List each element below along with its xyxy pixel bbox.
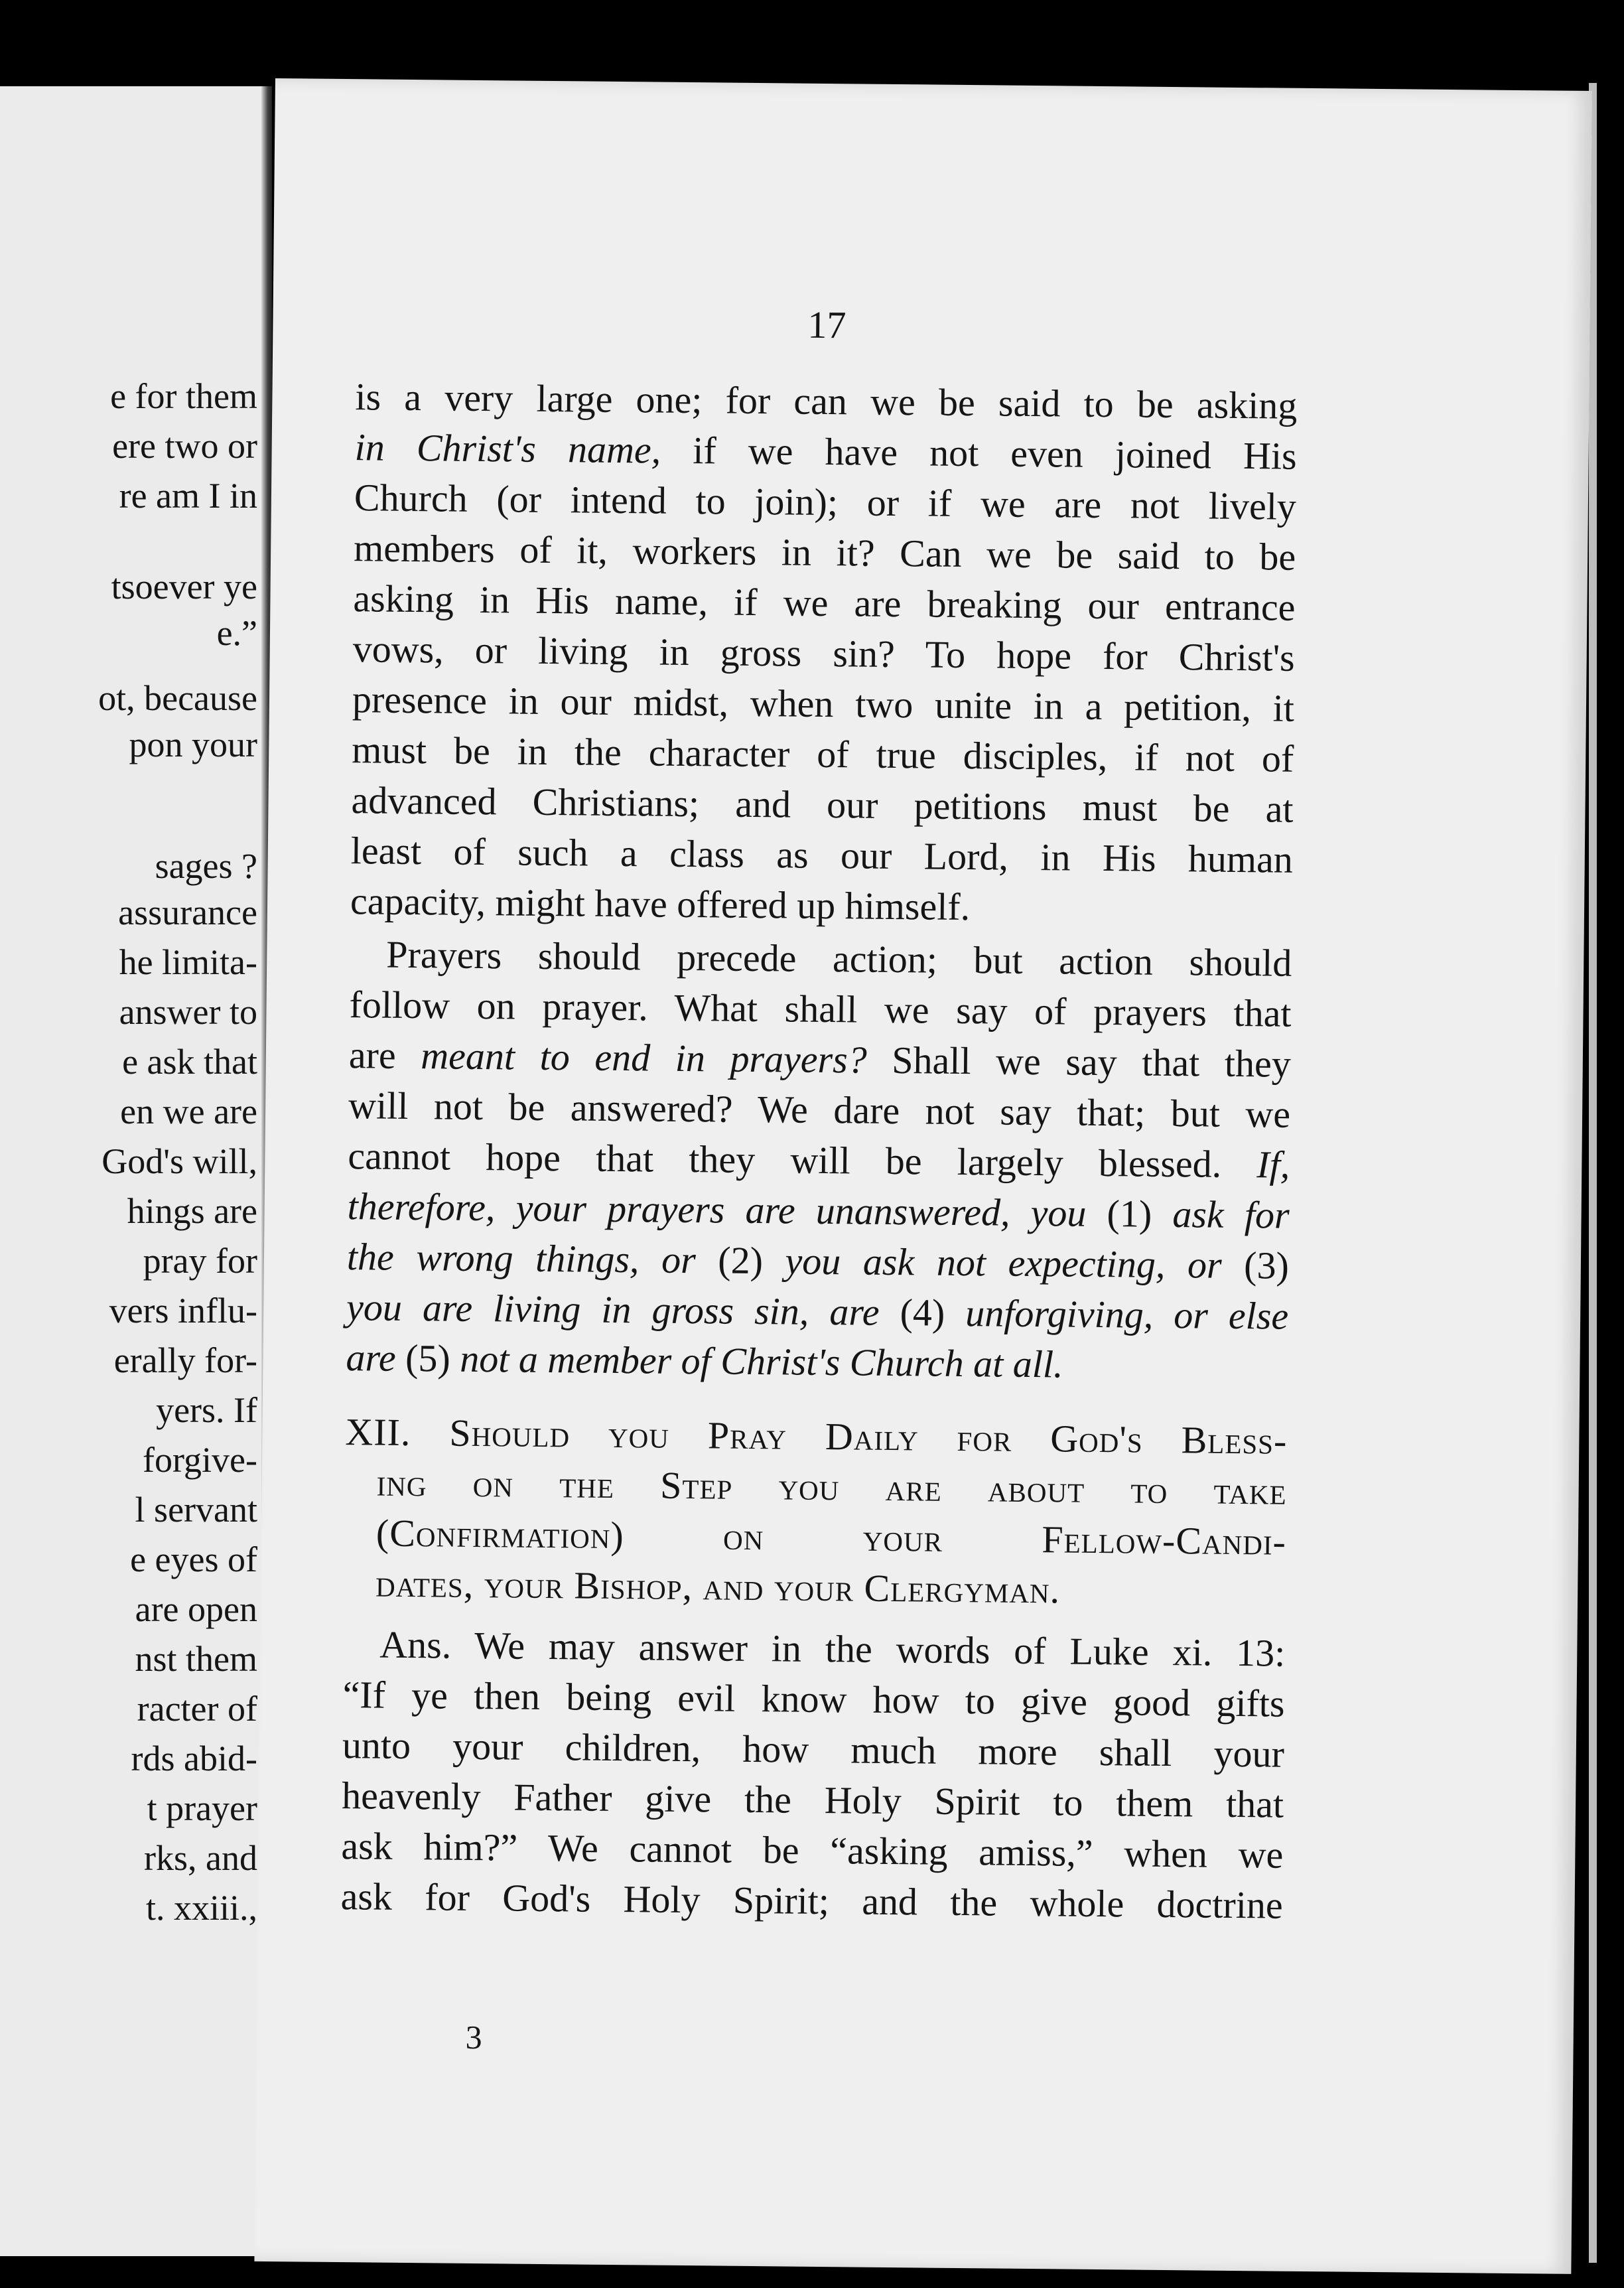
left-page-line: ere two or [112, 426, 257, 466]
left-page [0, 86, 272, 2256]
left-page-line: t prayer [147, 1788, 257, 1828]
text-line: will not be answered? We dare not say that; but we [348, 1084, 1291, 1136]
text-line: in Christ's name, if we have not even joined His [354, 425, 1297, 478]
text-line: are (5) not a member of Christ's Church at all. [346, 1336, 1063, 1386]
left-page-line: assurance [118, 893, 257, 932]
left-page-line: re am I in [119, 476, 257, 516]
text-line: ask for God's Holy Spirit; and the whole doctrine [340, 1875, 1283, 1927]
text-line: members of it, workers in it? Can we be said to be [353, 526, 1296, 579]
text-line: the wrong things, or (2) you ask not expecting, or (3) [346, 1235, 1290, 1287]
text-line: unto your children, how much more shall your [342, 1723, 1285, 1776]
text-line: advanced Christians; and our petitions must be at [351, 778, 1294, 831]
left-page-line: e for them [110, 376, 257, 416]
left-page-line: pray for [143, 1241, 257, 1281]
page-number: 17 [807, 303, 846, 347]
left-page-line: forgive- [143, 1440, 257, 1480]
left-page-line: hings are [127, 1191, 257, 1231]
signature-mark: 3 [465, 2018, 482, 2056]
left-page-line: pon your [129, 725, 257, 764]
text-line: least of such a class as our Lord, in His human [350, 829, 1294, 881]
left-page-line: t. xxiii., [145, 1888, 257, 1928]
text-line: are meant to end in prayers? Shall we say that they [348, 1033, 1292, 1086]
left-page-line: nst them [135, 1639, 257, 1679]
left-page-line: erally for- [113, 1340, 257, 1380]
left-page-line: are open [135, 1589, 257, 1629]
page-edge [1589, 83, 1597, 2263]
text-line: is a very large one; for can we be said to be asking [355, 375, 1298, 427]
right-page [254, 78, 1591, 2274]
text-line: you are living in gross sin, are (4) unforgiving, or else [346, 1285, 1289, 1338]
left-page-line: en we are [120, 1092, 257, 1131]
text-line: Ans. We may answer in the words of Luke xi. 13: [379, 1622, 1286, 1675]
text-line: capacity, might have offered up himself. [350, 879, 971, 929]
text-line: therefore, your prayers are unanswered, you (1) ask for [347, 1184, 1290, 1237]
page-content [340, 79, 1300, 2056]
left-page-line: God's will, [102, 1141, 257, 1181]
left-page-line: rks, and [144, 1838, 257, 1878]
text-line: cannot hope that they will be largely blessed. If, [348, 1134, 1290, 1186]
left-page-line: e ask that [122, 1042, 257, 1082]
left-page-line: l servant [135, 1490, 257, 1530]
left-page-line: rds abid- [131, 1739, 257, 1778]
section-heading: ing on the Step you are about to take [376, 1461, 1287, 1513]
left-page-line: yers. If [156, 1390, 257, 1430]
left-page-line: he limita- [119, 942, 257, 982]
text-line: heavenly Father give the Holy Spirit to them that [341, 1774, 1284, 1826]
text-line: presence in our midst, when two unite in a petition, it [352, 678, 1295, 730]
left-page-line: sages ? [155, 846, 257, 886]
left-page-line: tsoever ye [111, 567, 257, 607]
text-line: asking in His name, if we are breaking our entrance [353, 577, 1296, 629]
left-page-line: vers influ- [109, 1291, 257, 1330]
left-page-line: racter of [137, 1689, 257, 1729]
text-line: follow on prayer. What shall we say of prayers that [349, 983, 1292, 1035]
left-page-line: ot, because [98, 678, 257, 718]
section-heading: XII. Should you Pray Daily for God's Bless- [345, 1410, 1288, 1463]
text-line: “If ye then being evil know how to give good gifts [342, 1673, 1285, 1725]
text-line: must be in the character of true disciples, if not of [351, 728, 1294, 780]
section-heading: dates, your Bishop, and your Clergyman. [375, 1561, 1061, 1612]
left-page-line: e.” [216, 613, 257, 653]
text-line: ask him?” We cannot be “asking amiss,” when we [341, 1824, 1284, 1877]
text-line: Prayers should precede action; but action should [386, 932, 1292, 985]
text-line: vows, or living in gross sin? To hope for Christ's [352, 627, 1295, 679]
italic-phrase: in Christ's name, [354, 425, 661, 472]
text-line: Church (or intend to join); or if we are not lively [354, 476, 1297, 528]
left-page-line: answer to [119, 992, 257, 1032]
left-page-line: e eyes of [130, 1539, 257, 1579]
section-heading: (Confirmation) on your Fellow-Candi- [375, 1511, 1287, 1563]
